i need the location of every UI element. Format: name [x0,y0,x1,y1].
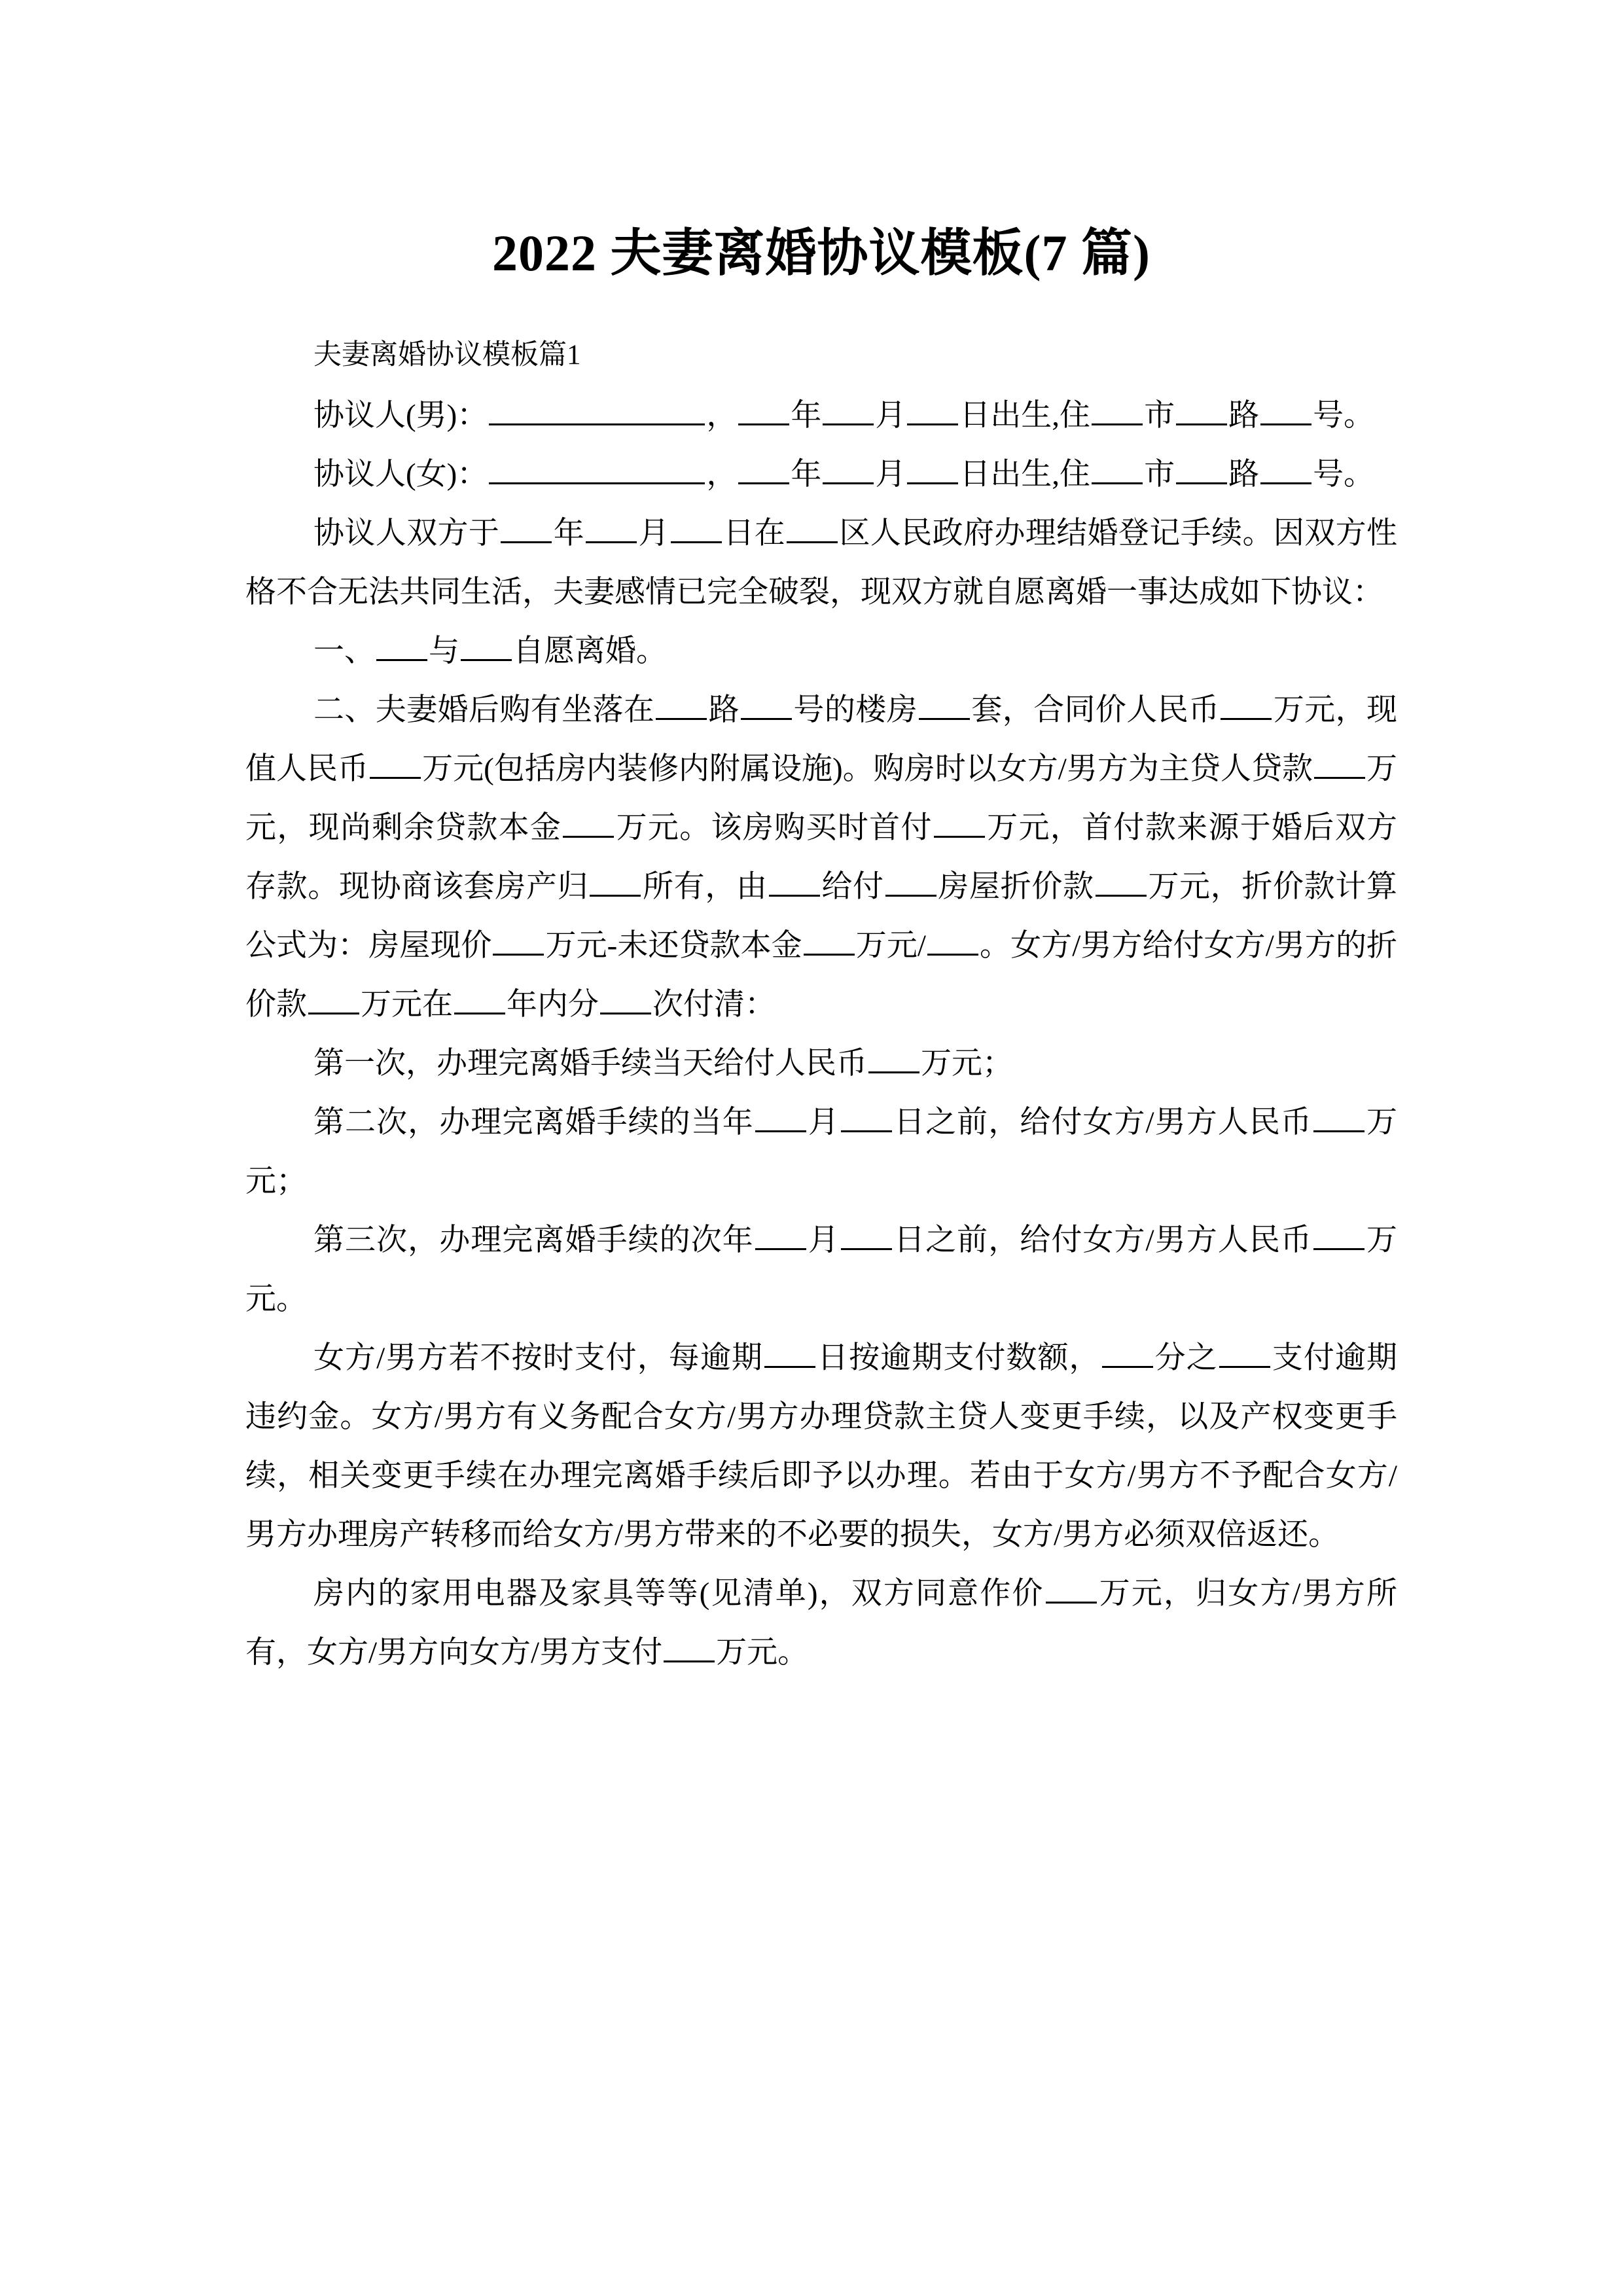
blank-field [1176,455,1227,484]
item-one-number: 一、 [313,634,375,668]
blank-field [671,514,722,543]
payment-third-a: 第三次，办理完离婚手续的次年 [313,1223,754,1257]
payment-third-c: 日之前，给付女方/男方人民币 [893,1223,1312,1257]
item-two-d: 套，合同价人民币 [971,693,1220,727]
blank-field [787,514,838,543]
party-female-city: 市 [1144,457,1175,492]
blank-field [376,632,427,661]
item-two-o: 万元/ [855,929,926,963]
blank-field [769,867,820,897]
party-male-city: 市 [1144,399,1175,433]
blank-field [907,455,958,484]
penalty-a: 女方/男方若不按时支付，每逾期 [313,1341,763,1375]
party-male-road: 路 [1228,399,1260,433]
blank-field [841,1103,892,1132]
blank-field [664,1633,715,1662]
payment-third-d: 万元。 [245,1223,1398,1316]
paragraph-item-one [245,622,1397,681]
paragraph-penalty [245,1329,1397,1564]
item-two-c: 号的楼房 [793,693,918,727]
marriage-day: 日在 [722,516,786,550]
blank-field [804,926,855,956]
blank-field [1260,455,1311,484]
blank-field [461,632,512,661]
blank-field [1314,749,1365,779]
item-two-r: 年内分 [507,988,599,1022]
blank-field [1260,396,1311,425]
payment-first-b: 万元； [921,1047,1013,1081]
blank-field [590,867,641,897]
blank-field [755,1221,806,1250]
party-male-month: 月 [875,399,906,433]
section-label: 夫妻离婚协议模板篇1 [313,340,581,370]
item-two-h: 万元。该房购买时首付 [615,811,933,845]
party-female-month: 月 [875,457,906,492]
paragraph-marriage-registration [245,504,1397,622]
blank-field [927,926,978,956]
party-male-year: 年 [791,399,822,433]
blank-field [493,926,544,956]
blank-field [308,985,359,1014]
party-female-year: 年 [791,457,822,492]
paragraph-payment-first [245,1034,1397,1093]
party-male-number: 号。 [1313,399,1375,433]
blank-field [489,396,705,425]
item-two-g: 万元，现尚剩余贷款本金 [245,752,1398,845]
blank-field [489,455,705,484]
party-male-comma: ， [706,399,738,433]
blank-field [454,985,505,1014]
item-one-mid: 与 [429,634,459,668]
blank-field [755,1103,806,1132]
paragraph-party-female [245,445,1397,504]
blank-field [1096,867,1147,897]
party-female-number: 号。 [1313,457,1375,492]
item-two-m: 万元，折价款计算公式为：房屋现价 [245,870,1398,963]
blank-field [1176,396,1227,425]
document-body [245,327,1397,1682]
penalty-c: 分之 [1154,1341,1218,1375]
page-title: 2022 夫妻离婚协议模板(7 篇) [492,224,1150,282]
item-two-i: 万元，首付款来源于婚后双方存款。现协商该套房产归 [245,811,1398,904]
item-two-s: 次付清： [652,988,776,1022]
marriage-prefix: 协议人双方于 [313,516,500,550]
payment-second-b: 月 [807,1105,840,1139]
item-two-p: 。女方/男方给付女方/男方的折价款 [245,929,1397,1022]
blank-field [1092,396,1143,425]
blank-field [823,396,874,425]
item-two-f: 万元(包括房内装修内附属设施)。购房时以女方/男方为主贷人贷款 [422,752,1313,786]
blank-field [841,1221,892,1250]
item-two-q: 万元在 [361,988,453,1022]
marriage-month: 月 [638,516,669,550]
marriage-year: 年 [553,516,585,550]
blank-field [907,396,958,425]
payment-first-a: 第一次，办理完离婚手续当天给付人民币 [313,1047,867,1081]
blank-field [586,514,637,543]
item-two-n: 万元-未还贷款本金 [545,929,802,963]
blank-field [1221,691,1272,720]
blank-field [764,1338,815,1368]
party-male-day: 日出生,住 [959,399,1091,433]
paragraph-payment-second [245,1093,1397,1211]
payment-second-d: 万元； [245,1105,1398,1198]
paragraph-item-two [245,681,1397,1034]
blank-field [656,691,707,720]
blank-field [934,808,985,838]
payment-third-b: 月 [807,1223,840,1257]
furniture-c: 万元。 [716,1636,809,1670]
blank-field [1092,455,1143,484]
blank-field [919,691,970,720]
item-two-l: 房屋折价款 [937,870,1094,904]
paragraph-party-male [245,386,1397,445]
item-two-j: 所有，由 [642,870,768,904]
blank-field [1313,1221,1364,1250]
item-one-tail: 自愿离婚。 [513,634,667,668]
blank-field [738,455,789,484]
blank-field [1219,1338,1270,1368]
party-male-prefix: 协议人(男)： [313,399,488,433]
blank-field [741,691,792,720]
party-female-prefix: 协议人(女)： [313,457,488,492]
penalty-d: 支付逾期违约金。女方/男方有义务配合女方/男方办理贷款主贷人变更手续，以及产权变更手续，相关变更手续在办理完离婚手续后即予以办理。若由于女方/男方不予配合女方/男方办理房产转移而给女方/男方带来的不必要的损失，女方/男方必须双倍返还。 [245,1341,1398,1552]
paragraph-payment-third [245,1211,1397,1329]
item-two-b: 路 [708,693,740,727]
payment-second-a: 第二次，办理完离婚手续的当年 [313,1105,754,1139]
party-female-comma: ， [706,457,738,492]
item-two-a: 二、夫妻婚后购有坐落在 [313,693,655,727]
party-female-road: 路 [1228,457,1260,492]
blank-field [600,985,651,1014]
blank-field [501,514,552,543]
blank-field [563,808,614,838]
blank-field [868,1044,919,1073]
marriage-tail: 区人民政府办理结婚登记手续。因双方性格不合无法共同生活，夫妻感情已完全破裂，现双方就自愿离婚一事达成如下协议： [245,516,1398,609]
blank-field [885,867,936,897]
furniture-b: 万元，归女方/男方所有，女方/男方向女方/男方支付 [245,1577,1397,1670]
section-label-paragraph [245,327,1397,384]
blank-field [370,749,421,779]
payment-second-c: 日之前，给付女方/男方人民币 [893,1105,1312,1139]
penalty-b: 日按逾期支付数额， [816,1341,1101,1375]
furniture-a: 房内的家用电器及家具等等(见清单)，双方同意作价 [313,1577,1044,1611]
party-female-day: 日出生,住 [959,457,1091,492]
blank-field [1046,1574,1097,1604]
blank-field [1102,1338,1153,1368]
blank-field [738,396,789,425]
blank-field [1313,1103,1364,1132]
blank-field [823,455,874,484]
item-two-k: 给付 [821,870,884,904]
paragraph-furniture [245,1564,1397,1682]
item-two-e: 万元，现值人民币 [245,693,1398,786]
